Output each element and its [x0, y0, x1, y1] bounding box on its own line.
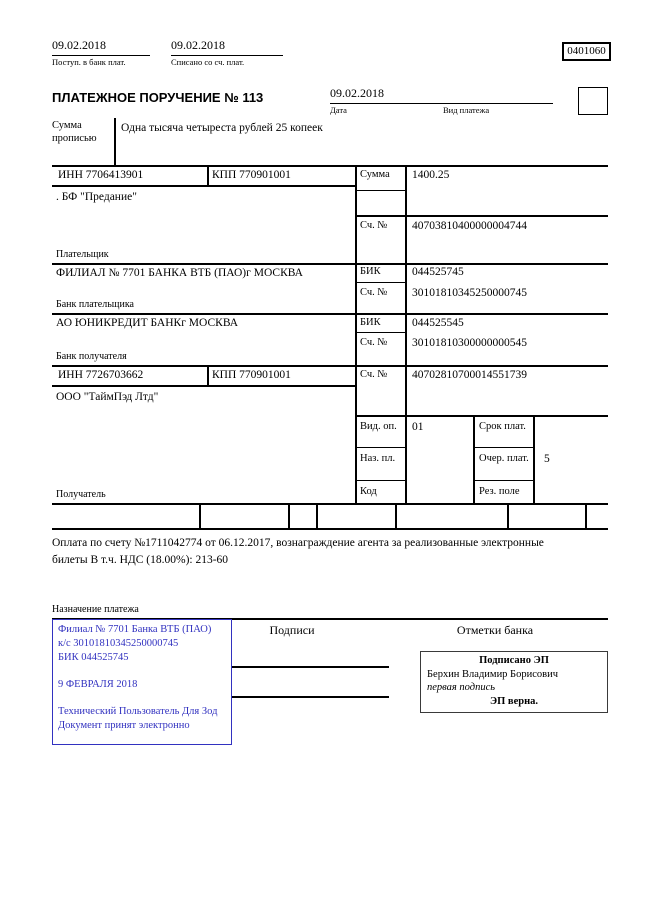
stamp-title: Подписано ЭП	[479, 655, 549, 666]
table-line	[52, 528, 608, 530]
blue-stamp-user: Технический Пользователь Для Зод	[58, 706, 218, 718]
pay-term-label: Срок плат.	[479, 421, 526, 432]
blue-stamp-date: 9 ФЕВРАЛЯ 2018	[58, 678, 138, 690]
payee-account-value: 40702810700014551739	[412, 369, 527, 381]
signature-stamp-box	[420, 651, 608, 713]
table-line	[355, 415, 608, 417]
table-line	[52, 365, 608, 367]
table-line	[507, 505, 509, 528]
received-date-field	[52, 38, 150, 67]
payer-bank-bik-value: 044525745	[412, 266, 464, 278]
page-title: ПЛАТЕЖНОЕ ПОРУЧЕНИЕ № 113	[52, 90, 264, 105]
amount-label: Сумма	[360, 169, 390, 180]
amount-words-value: Одна тысяча четыреста рублей 25 копеек	[121, 122, 323, 134]
table-line	[473, 415, 475, 505]
table-line	[355, 332, 405, 333]
received-date-value: 09.02.2018	[52, 38, 150, 56]
payer-bank-account-value: 30101810345250000745	[412, 287, 527, 299]
blue-stamp-accepted: Документ принят электронно	[58, 720, 190, 732]
signature-line-2	[231, 696, 389, 698]
document-date-value: 09.02.2018	[330, 86, 445, 104]
table-line	[355, 215, 608, 217]
priority-label: Очер. плат.	[479, 453, 529, 464]
table-line	[52, 165, 608, 167]
table-line	[288, 505, 290, 528]
debited-date-value: 09.02.2018	[171, 38, 283, 56]
payer-account-label: Сч. №	[360, 220, 388, 231]
table-line	[52, 263, 608, 265]
blue-stamp-bank-name: Филиал № 7701 Банка ВТБ (ПАО)	[58, 624, 212, 635]
table-line	[52, 313, 608, 315]
main-table	[52, 165, 608, 505]
table-line	[316, 505, 318, 528]
payee-section-label: Получатель	[56, 489, 106, 500]
debited-date-label: Списано со сч. плат.	[171, 57, 245, 67]
payer-section-label: Плательщик	[56, 249, 109, 260]
purpose-code-label: Наз. пл.	[360, 453, 396, 464]
table-line	[395, 505, 397, 528]
blue-stamp-bik: БИК 044525745	[58, 651, 129, 663]
table-line	[585, 505, 587, 528]
purpose-label: Назначение платежа	[52, 604, 139, 615]
table-line	[52, 385, 355, 387]
payee-kpp: КПП 770901001	[212, 369, 291, 381]
document-date-field	[330, 86, 445, 115]
payee-bank-section-label: Банк получателя	[56, 351, 127, 362]
table-line	[52, 185, 355, 187]
op-kind-value: 01	[412, 421, 424, 433]
table-line	[405, 165, 407, 505]
table-line	[355, 447, 405, 448]
payer-bank-name: ФИЛИАЛ № 7701 БАНКА ВТБ (ПАО)г МОСКВА	[56, 267, 303, 279]
payer-account-value: 40703810400000004744	[412, 220, 527, 232]
payee-account-label: Сч. №	[360, 369, 388, 380]
payer-kpp: КПП 770901001	[212, 169, 291, 181]
table-line	[199, 505, 201, 528]
table-line	[355, 282, 405, 283]
bank-marks-label: Отметки банка	[456, 623, 534, 637]
payer-inn: ИНН 7706413901	[58, 169, 144, 181]
bank-blue-stamp	[52, 619, 232, 745]
table-line	[355, 165, 357, 505]
amount-words-label: Сумма прописью	[52, 120, 97, 144]
payer-bank-bik-label: БИК	[360, 266, 381, 277]
purpose-text: Оплата по счету №1711042774 от 06.12.2017, вознаграждение агента за реализованные электронные билеты В т.ч. НДС (18.00%): 213-60	[52, 537, 544, 566]
payee-bank-account-label: Сч. №	[360, 337, 388, 348]
blue-stamp-corr-account: к/с 30101810345250000745	[58, 637, 179, 649]
payer-bank-section-label: Банк плательщика	[56, 299, 134, 310]
table-line	[473, 447, 533, 448]
form-code-box: 0401060	[562, 42, 611, 61]
payer-bank-account-label: Сч. №	[360, 287, 388, 298]
amount-value: 1400.25	[412, 169, 450, 181]
priority-value: 5	[544, 453, 550, 465]
amount-words-divider	[114, 118, 116, 165]
debited-date-field	[171, 38, 283, 67]
stamp-note: первая подпись	[427, 682, 496, 694]
table-line	[355, 190, 405, 191]
payee-name: ООО "ТаймПэд Лтд"	[56, 391, 159, 403]
payment-kind-label: Вид платежа	[443, 105, 490, 115]
tax-fields-row	[52, 505, 608, 529]
document-date-label: Дата	[330, 105, 347, 115]
payment-kind-box	[578, 87, 608, 115]
payee-inn: ИНН 7726703662	[58, 369, 144, 381]
received-date-label: Поступ. в банк плат.	[52, 57, 126, 67]
signature-line-1	[231, 666, 389, 668]
signatures-label: Подписи	[269, 623, 315, 637]
stamp-verified: ЭП верна.	[489, 695, 538, 707]
table-line	[207, 165, 209, 185]
code-label: Код	[360, 486, 377, 497]
reserve-label: Рез. поле	[479, 486, 520, 497]
table-line	[207, 365, 209, 385]
op-kind-label: Вид. оп.	[360, 421, 397, 432]
table-line	[473, 480, 533, 481]
payee-bank-bik-value: 044525545	[412, 317, 464, 329]
payment-kind-field	[443, 86, 553, 115]
payment-kind-value	[443, 86, 553, 104]
payee-bank-account-value: 30101810300000000545	[412, 337, 527, 349]
table-line	[355, 480, 405, 481]
payee-bank-name: АО ЮНИКРЕДИТ БАНКг МОСКВА	[56, 317, 239, 329]
payer-name: . БФ "Предание"	[56, 191, 137, 203]
payee-bank-bik-label: БИК	[360, 317, 381, 328]
stamp-signer: Берхин Владимир Борисович	[427, 668, 558, 680]
